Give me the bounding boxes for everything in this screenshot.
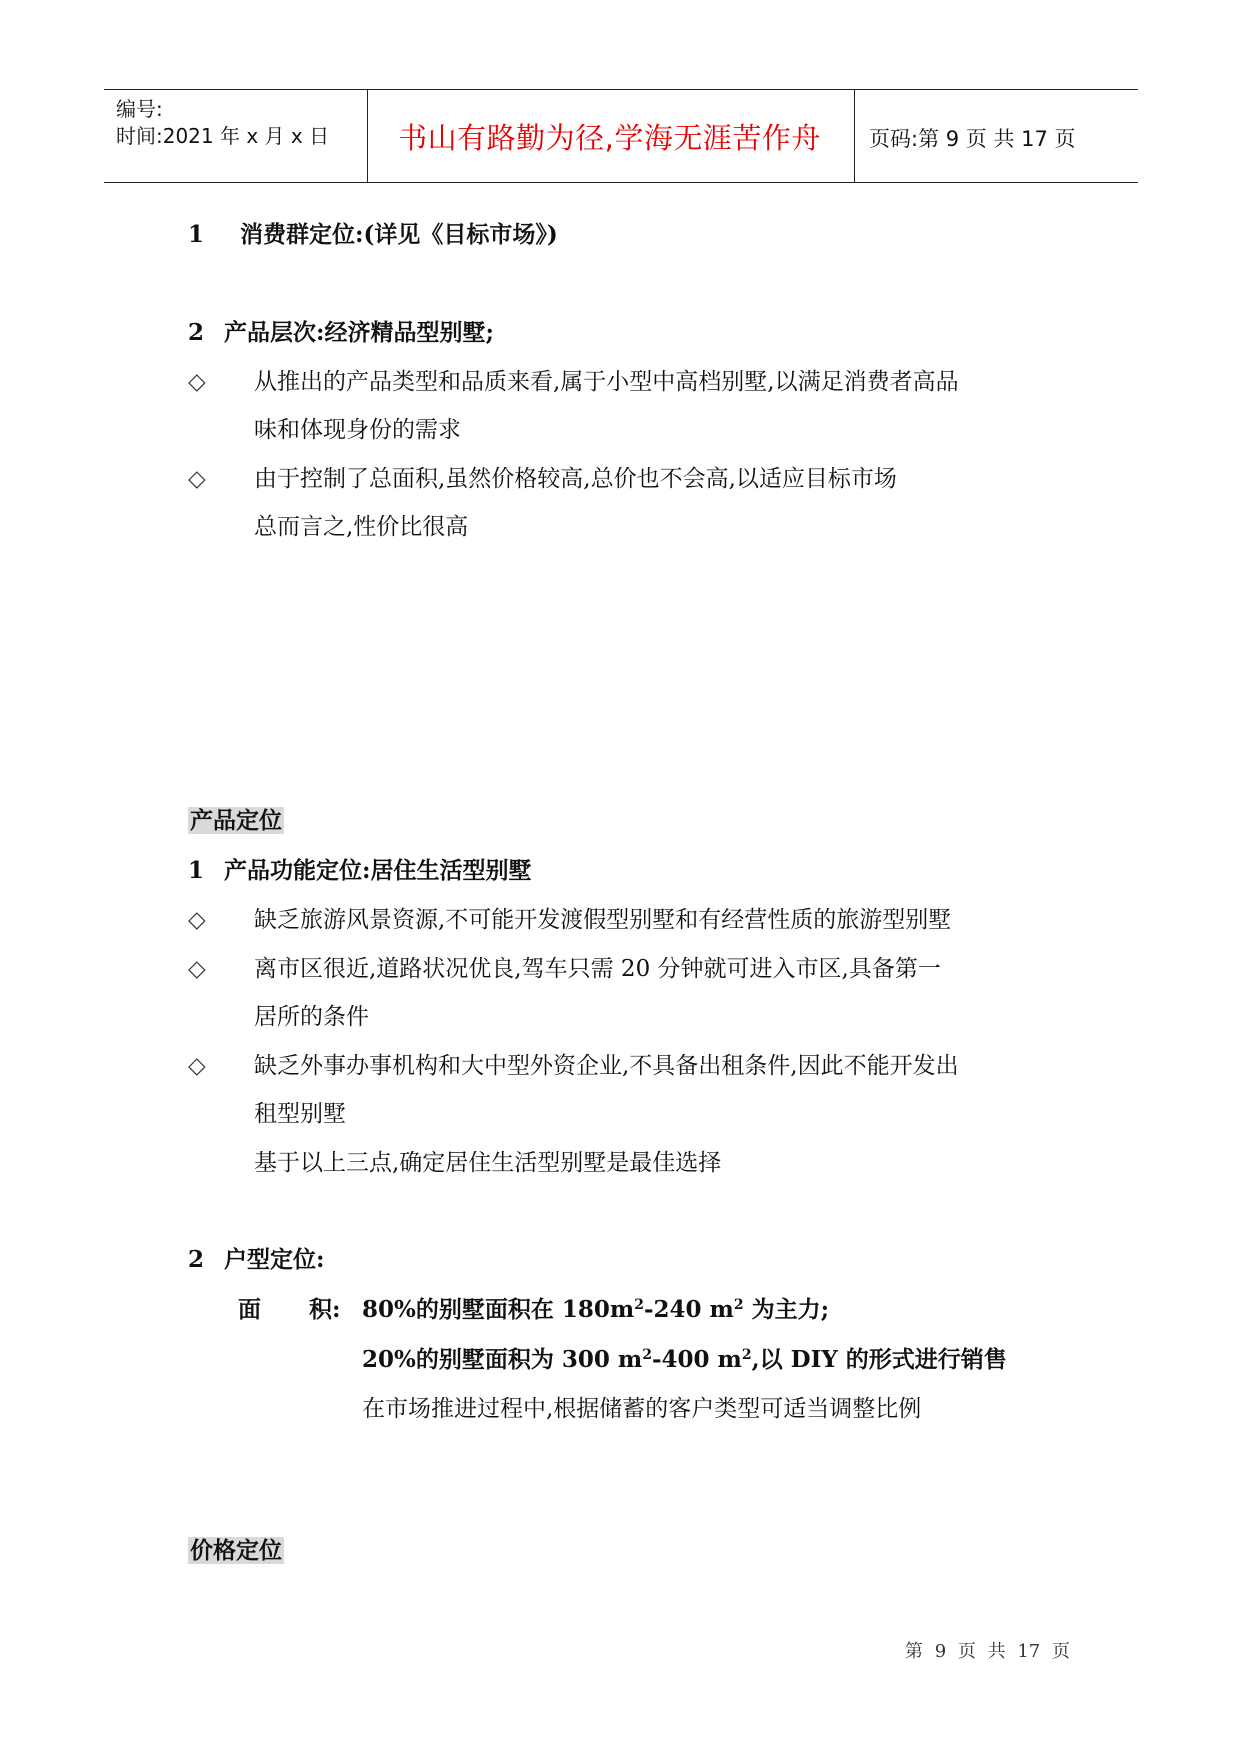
level-item-1-line-2: 味和体现身份的需求 [254, 417, 461, 443]
level-item-2-line-1: 由于控制了总面积,虽然价格较高,总价也不会高,以适应目标市场 [254, 466, 897, 492]
header-page-label: 页码:第 9 页 共 17 页 [869, 127, 1076, 151]
section-number: 2 [188, 319, 205, 346]
page-header [104, 89, 1138, 183]
page-footer: 第 9 页 共 17 页 [905, 1641, 1070, 1662]
header-motto: 书山有路勤为径,学海无涯苦作舟 [398, 121, 821, 155]
superscript: 2 [634, 1297, 644, 1313]
diamond-bullet-icon: ◇ [188, 466, 206, 492]
area-line-2-part: ,以 DIY 的形式进行销售 [751, 1346, 1007, 1373]
function-item-3-line-1: 缺乏外事办事机构和大中型外资企业,不具备出租条件,因此不能开发出 [254, 1053, 959, 1079]
area-line-2-part: -400 m [651, 1346, 742, 1373]
diamond-bullet-icon: ◇ [188, 1053, 206, 1079]
product-level-heading [188, 318, 494, 348]
unit-positioning-heading [188, 1245, 325, 1275]
area-line-3: 在市场推进过程中,根据储蓄的客户类型可适当调整比例 [362, 1396, 922, 1422]
area-line-1 [362, 1295, 829, 1325]
diamond-bullet-icon: ◇ [188, 369, 206, 395]
section-number: 1 [188, 857, 205, 884]
superscript: 2 [741, 1347, 752, 1363]
superscript: 2 [733, 1297, 744, 1313]
area-line-2-part: 20%的别墅面积为 300 m [362, 1346, 643, 1373]
section-number: 2 [188, 1246, 205, 1273]
function-positioning-heading [188, 856, 532, 886]
level-item-2-line-2: 总而言之,性价比很高 [254, 514, 469, 540]
diamond-bullet-icon: ◇ [188, 956, 206, 982]
area-line-1-part: 为主力; [743, 1296, 830, 1323]
product-positioning-heading [188, 806, 284, 836]
section-heading-text: 产品定位 [190, 807, 282, 834]
function-item-2-line-1: 离市区很近,道路状况优良,驾车只需 20 分钟就可进入市区,具备第一 [254, 956, 941, 982]
function-item-3-line-2: 租型别墅 [254, 1101, 346, 1127]
section-title: 产品层次:经济精品型别墅; [224, 319, 494, 346]
level-item-1-line-1: 从推出的产品类型和品质来看,属于小型中高档别墅,以满足消费者高品 [254, 369, 959, 395]
superscript: 2 [642, 1347, 652, 1363]
price-positioning-heading [188, 1536, 284, 1566]
document-time-label: 时间:2021 年 x 月 x 日 [116, 124, 330, 148]
section-heading-text: 价格定位 [190, 1537, 282, 1564]
function-item-2-line-2: 居所的条件 [254, 1004, 369, 1030]
area-line-1-part: 80%的别墅面积在 180m [362, 1296, 635, 1323]
section-title: 户型定位: [224, 1246, 325, 1273]
function-item-1: 缺乏旅游风景资源,不可能开发渡假型别墅和有经营性质的旅游型别墅 [254, 907, 952, 933]
section-title: 产品功能定位:居住生活型别墅 [224, 857, 532, 884]
header-divider [854, 90, 855, 182]
diamond-bullet-icon: ◇ [188, 907, 206, 933]
function-conclusion: 基于以上三点,确定居住生活型别墅是最佳选择 [254, 1150, 722, 1176]
section-title: 消费群定位:(详见《目标市场》) [240, 221, 558, 248]
consumer-positioning-heading [188, 220, 558, 250]
area-line-2 [362, 1345, 1007, 1375]
area-label: 面 积: [238, 1296, 341, 1323]
document-number-label: 编号: [116, 97, 163, 121]
area-line-1-part: -240 m [643, 1296, 734, 1323]
header-meta [116, 96, 329, 150]
section-number: 1 [188, 221, 205, 248]
